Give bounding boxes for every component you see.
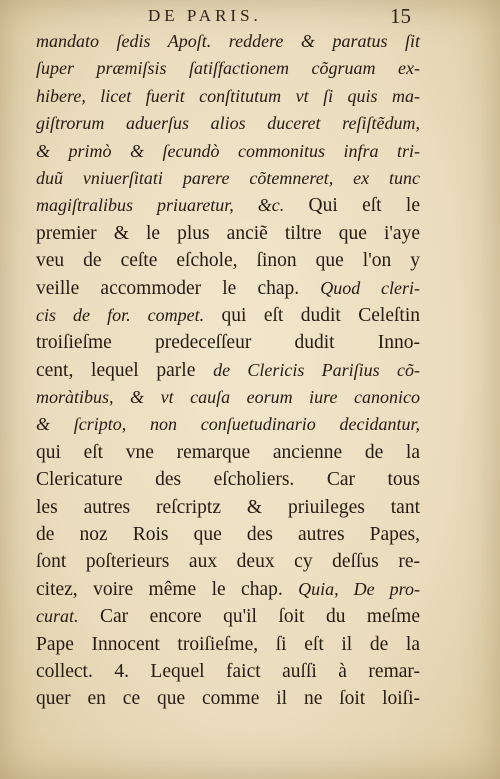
roman-segment: ſont poſterieurs aux deux cy deſſus re-: [36, 551, 420, 573]
italic-segment: mandato ſedis Apoſt. reddere & paratus ſit: [36, 31, 420, 51]
running-head-title: DE PARIS.: [148, 6, 262, 25]
text-line: [36, 302, 420, 329]
roman-segment: de noz Rois que des autres Papes,: [36, 524, 420, 546]
text-line: [36, 548, 420, 575]
text-line: [36, 110, 420, 137]
roman-segment: quer en ce que comme il ne ſoit loiſi-: [36, 688, 420, 710]
italic-segment: & primò & ſecundò commonitus infra tri-: [36, 140, 420, 161]
roman-segment: troiſieſme predeceſſeur dudit Inno-: [36, 332, 420, 354]
text-line: [36, 384, 420, 411]
text-line: [36, 138, 420, 165]
roman-segment: Car encore qu'il ſoit du meſme: [78, 606, 420, 628]
roman-segment: Qui eſt le: [284, 195, 420, 217]
roman-segment: veu de ceſte eſchole, ſinon que l'on y: [36, 250, 420, 272]
italic-segment: ſuper præmiſsis ſatiſfactionem cõgruam ex-: [36, 58, 420, 79]
italic-segment: duũ vniuerſitati parere cõtemneret, ex tunc: [36, 167, 420, 188]
italic-segment: de Clericis Pariſius cõ-: [213, 359, 420, 380]
italic-segment: Quia, De pro-: [298, 578, 420, 599]
roman-segment: qui eſt vne remarque ancienne de la: [36, 441, 420, 463]
text-line: [36, 220, 420, 247]
italic-segment: Quod cleri-: [320, 277, 420, 298]
text-line: [36, 329, 420, 356]
roman-segment: qui eſt dudit Celeſtin: [204, 304, 421, 326]
text-line: [36, 439, 420, 466]
italic-segment: magiſtralibus priuaretur, &c.: [36, 195, 285, 216]
roman-segment: Pape Innocent troiſieſme, ſi eſt il de la: [36, 633, 420, 655]
text-line: [36, 165, 420, 192]
italic-segment: giſtrorum aduerſus alios duceret reſiſtẽdum,: [36, 113, 420, 134]
roman-segment: les autres reſcriptz & priuileges tant: [36, 496, 420, 518]
roman-segment: collect. 4. Lequel faict auſſi à remar-: [36, 660, 420, 682]
roman-segment: citez, voire même le chap.: [36, 578, 299, 600]
text-line: [36, 411, 420, 438]
roman-segment: premier & le plus anciẽ tiltre que i'aye: [36, 222, 420, 244]
italic-segment: moràtibus, & vt cauſa eorum iure canonico: [36, 387, 420, 408]
page-number: 15: [390, 4, 411, 28]
text-line: [36, 466, 420, 493]
italic-segment: curat.: [36, 606, 79, 627]
text-line: [36, 247, 420, 274]
text-line: [36, 603, 420, 630]
roman-segment: Clericature des eſcholiers. Car tous: [36, 469, 420, 491]
text-line: [36, 631, 420, 658]
text-line: [36, 275, 420, 302]
text-line: [36, 576, 420, 603]
italic-segment: hibere, licet fuerit conſtitutum vt ſi quis ma-: [36, 85, 420, 106]
roman-segment: cent, lequel parle: [36, 359, 214, 381]
text-line: [36, 494, 420, 521]
text-line: [36, 357, 420, 384]
text-line: [36, 28, 420, 55]
text-line: [36, 685, 420, 712]
text-line: [36, 55, 420, 82]
body-text: [36, 28, 420, 713]
text-line: [36, 192, 420, 219]
roman-segment: veille accommoder le chap.: [36, 277, 321, 299]
text-line: [36, 83, 420, 110]
text-line: [36, 658, 420, 685]
italic-segment: & ſcripto, non conſuetudinario decidantur,: [36, 414, 420, 435]
italic-segment: cis de for. compet.: [36, 304, 205, 325]
text-line: [36, 521, 420, 548]
